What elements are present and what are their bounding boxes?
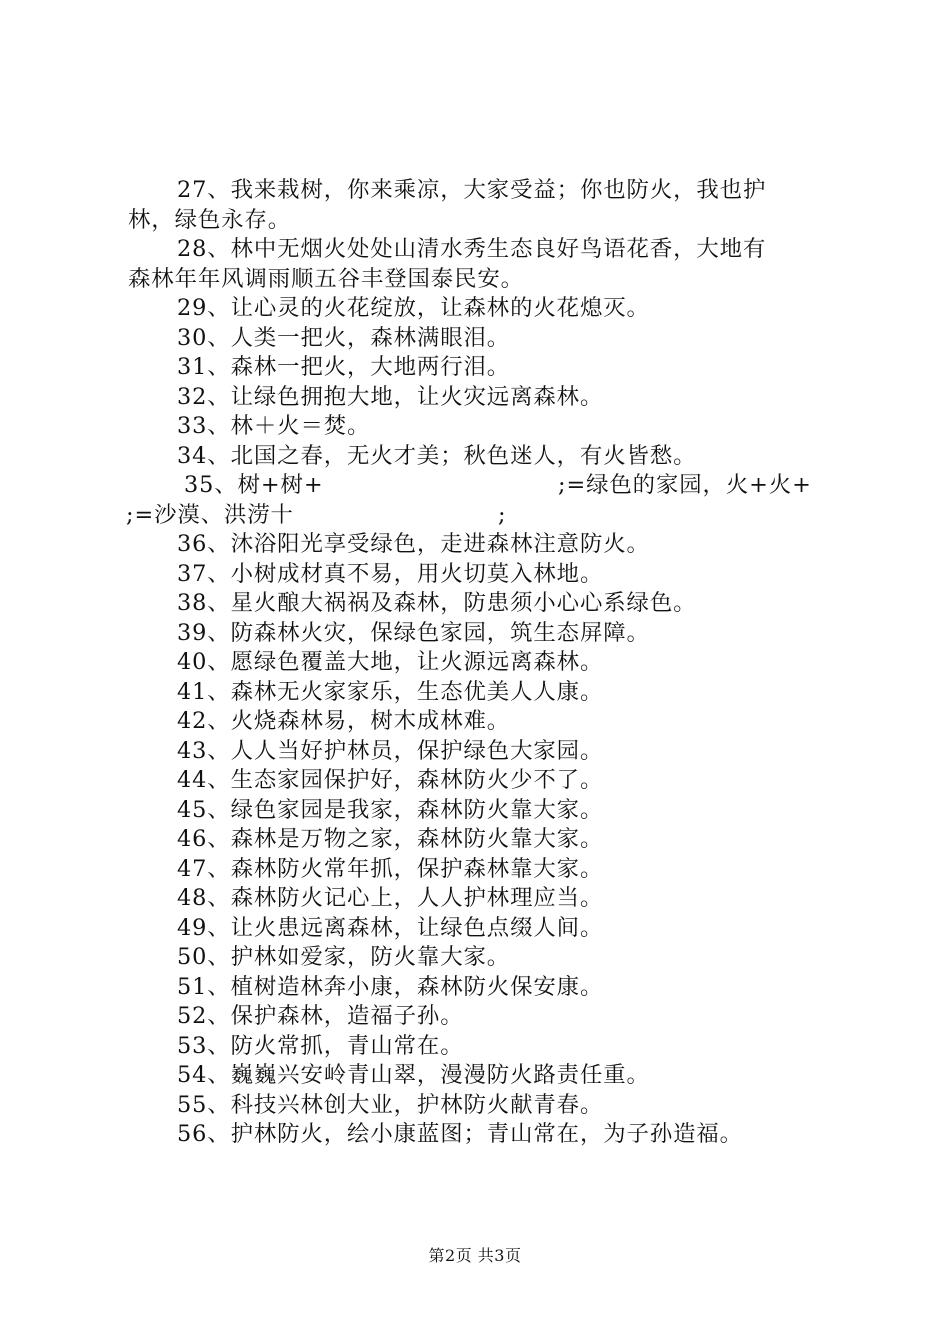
text-line: 51、植树造林奔小康，森林防火保安康。 [177, 973, 604, 1000]
document-body [128, 176, 836, 1150]
text-line: 52、保护森林，造福子孙。 [177, 1003, 464, 1029]
text-line: 34、北国之春，无火才美；秋色迷人，有火皆愁。 [177, 442, 697, 469]
text-line: 31、森林一把火，大地两行泪。 [177, 354, 511, 380]
page-footer: 第2页 共3页 [428, 1246, 522, 1265]
text-line: 28、林中无烟火处处山清水秀生态良好鸟语花香，大地有 [177, 236, 767, 262]
text-line: 50、护林如爱家，防火靠大家。 [177, 944, 511, 970]
text-line [128, 501, 836, 531]
text-line: 40、愿绿色覆盖大地，让火源远离森林。 [177, 649, 604, 675]
text-line: 森林年年风调雨顺五谷丰登国泰民安。 [128, 265, 524, 292]
text-line: 32、让绿色拥抱大地，让火灾远离森林。 [177, 383, 604, 410]
text-line: 44、生态家园保护好，森林防火少不了。 [177, 767, 604, 793]
text-line: 45、绿色家园是我家，森林防火靠大家。 [177, 796, 604, 823]
text-line: 36、沐浴阳光享受绿色，走进森林注意防火。 [177, 531, 650, 557]
text-line: 54、巍巍兴安岭青山翠，漫漫防火路责任重。 [177, 1062, 650, 1088]
text-line: 42、火烧森林易，树木成林难。 [177, 708, 511, 734]
text-line: 49、让火患远离森林，让绿色点缀人间。 [177, 914, 604, 941]
text-segment: 35、树+树+ [184, 472, 324, 498]
text-line: 33、林＋火＝焚。 [177, 413, 371, 439]
text-line: 29、让心灵的火花绽放，让森林的火花熄灭。 [177, 295, 650, 321]
text-segment: ;=沙漠、洪涝十 [126, 501, 294, 528]
text-line: 37、小树成材真不易，用火切莫入林地。 [177, 560, 604, 587]
text-line: 48、森林防火记心上，人人护林理应当。 [177, 885, 604, 911]
text-line: 55、科技兴林创大业，护林防火献青春。 [177, 1091, 604, 1118]
text-segment: ;=绿色的家园，火+火+ [558, 472, 812, 498]
text-line: 27、我来栽树，你来乘凉，大家受益；你也防火，我也护 [177, 177, 767, 203]
text-line: 41、森林无火家家乐，生态优美人人康。 [177, 678, 604, 705]
text-line [128, 471, 836, 501]
text-line: 林，绿色永存。 [128, 206, 292, 233]
text-line: 53、防火常抓，青山常在。 [177, 1032, 464, 1059]
text-line: 56、护林防火，绘小康蓝图；青山常在，为子孙造福。 [177, 1121, 743, 1147]
text-segment: ; [498, 501, 507, 528]
text-line: 47、森林防火常年抓，保护森林靠大家。 [177, 855, 604, 882]
text-line: 30、人类一把火，森林满眼泪。 [177, 324, 511, 351]
text-line: 39、防森林火灾，保绿色家园，筑生态屏障。 [177, 619, 650, 646]
text-line: 46、森林是万物之家，森林防火靠大家。 [177, 826, 604, 852]
text-line: 43、人人当好护林员，保护绿色大家园。 [177, 737, 604, 764]
text-line: 38、星火酿大祸祸及森林，防患须小心心系绿色。 [177, 590, 697, 616]
